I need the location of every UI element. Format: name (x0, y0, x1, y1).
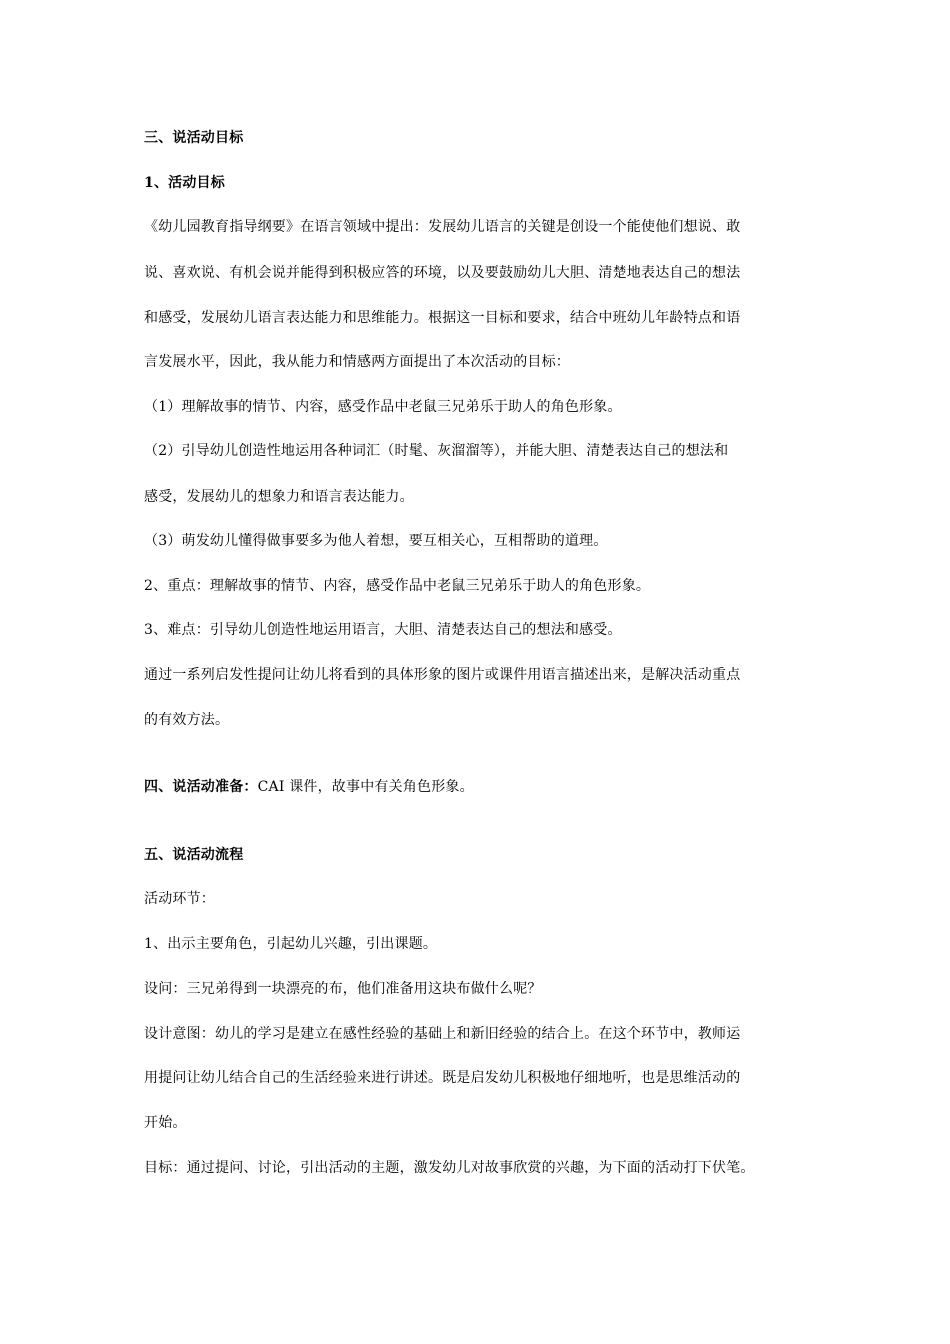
method-line-2: 的有效方法。 (144, 712, 230, 728)
section-5-heading: 五、说活动流程 (144, 847, 244, 863)
intro-line-4: 言发展水平，因此，我从能力和情感两方面提出了本次活动的目标： (144, 354, 570, 370)
question-line: 设问：三兄弟得到一块漂亮的布，他们准备用这块布做什么呢？ (144, 981, 542, 997)
goal-3: （3）萌发幼儿懂得做事要多为他人着想，要互相关心，互相帮助的道理。 (144, 533, 608, 549)
activity-stage-label: 活动环节： (144, 891, 215, 907)
section-4-heading (144, 777, 824, 797)
intro-line-1: 《幼儿园教育指导纲要》在语言领域中提出：发展幼儿语言的关键是创设一个能使他们想说、敢 (144, 219, 741, 235)
key-point: 2、重点：理解故事的情节、内容，感受作品中老鼠三兄弟乐于助人的角色形象。 (144, 578, 651, 594)
design-intent-line-3: 开始。 (144, 1115, 187, 1131)
design-intent-line-1: 设计意图：幼儿的学习是建立在感性经验的基础上和新旧经验的结合上。在这个环节中，教师运 (144, 1026, 741, 1042)
intro-line-2: 说、喜欢说、有机会说并能得到积极应答的环境，以及要鼓励幼儿大胆、清楚地表达自己的想法 (144, 265, 741, 281)
method-line-1: 通过一系列启发性提问让幼儿将看到的具体形象的图片或课件用语言描述出来，是解决活动重点 (144, 667, 741, 683)
goal-1: （1）理解故事的情节、内容，感受作品中老鼠三兄弟乐于助人的角色形象。 (144, 399, 622, 415)
difficult-point: 3、难点：引导幼儿创造性地运用语言，大胆、清楚表达自己的想法和感受。 (144, 622, 622, 638)
section-4-heading-label: 四、说活动准备： (144, 779, 258, 795)
section-4-heading-content: CAI 课件，故事中有关角色形象。 (257, 779, 474, 795)
goal-line: 目标：通过提问、讨论，引出活动的主题，激发幼儿对故事欣赏的兴趣，为下面的活动打下伏笔。 (144, 1160, 755, 1176)
goal-2-line-2: 感受，发展幼儿的想象力和语言表达能力。 (144, 489, 414, 505)
step-1: 1、出示主要角色，引起幼儿兴趣，引出课题。 (144, 936, 438, 952)
goal-2-line-1: （2）引导幼儿创造性地运用各种词汇（时髦、灰溜溜等），并能大胆、清楚表达自己的想法和 (144, 443, 729, 459)
activity-goal-subheading: 1、活动目标 (144, 175, 225, 191)
intro-line-3: 和感受，发展幼儿语言表达能力和思维能力。根据这一目标和要求，结合中班幼儿年龄特点和语 (144, 310, 741, 326)
design-intent-line-2: 用提问让幼儿结合自己的生活经验来进行讲述。既是启发幼儿积极地仔细地听，也是思维活动的 (144, 1070, 741, 1086)
section-3-heading: 三、说活动目标 (144, 130, 244, 146)
